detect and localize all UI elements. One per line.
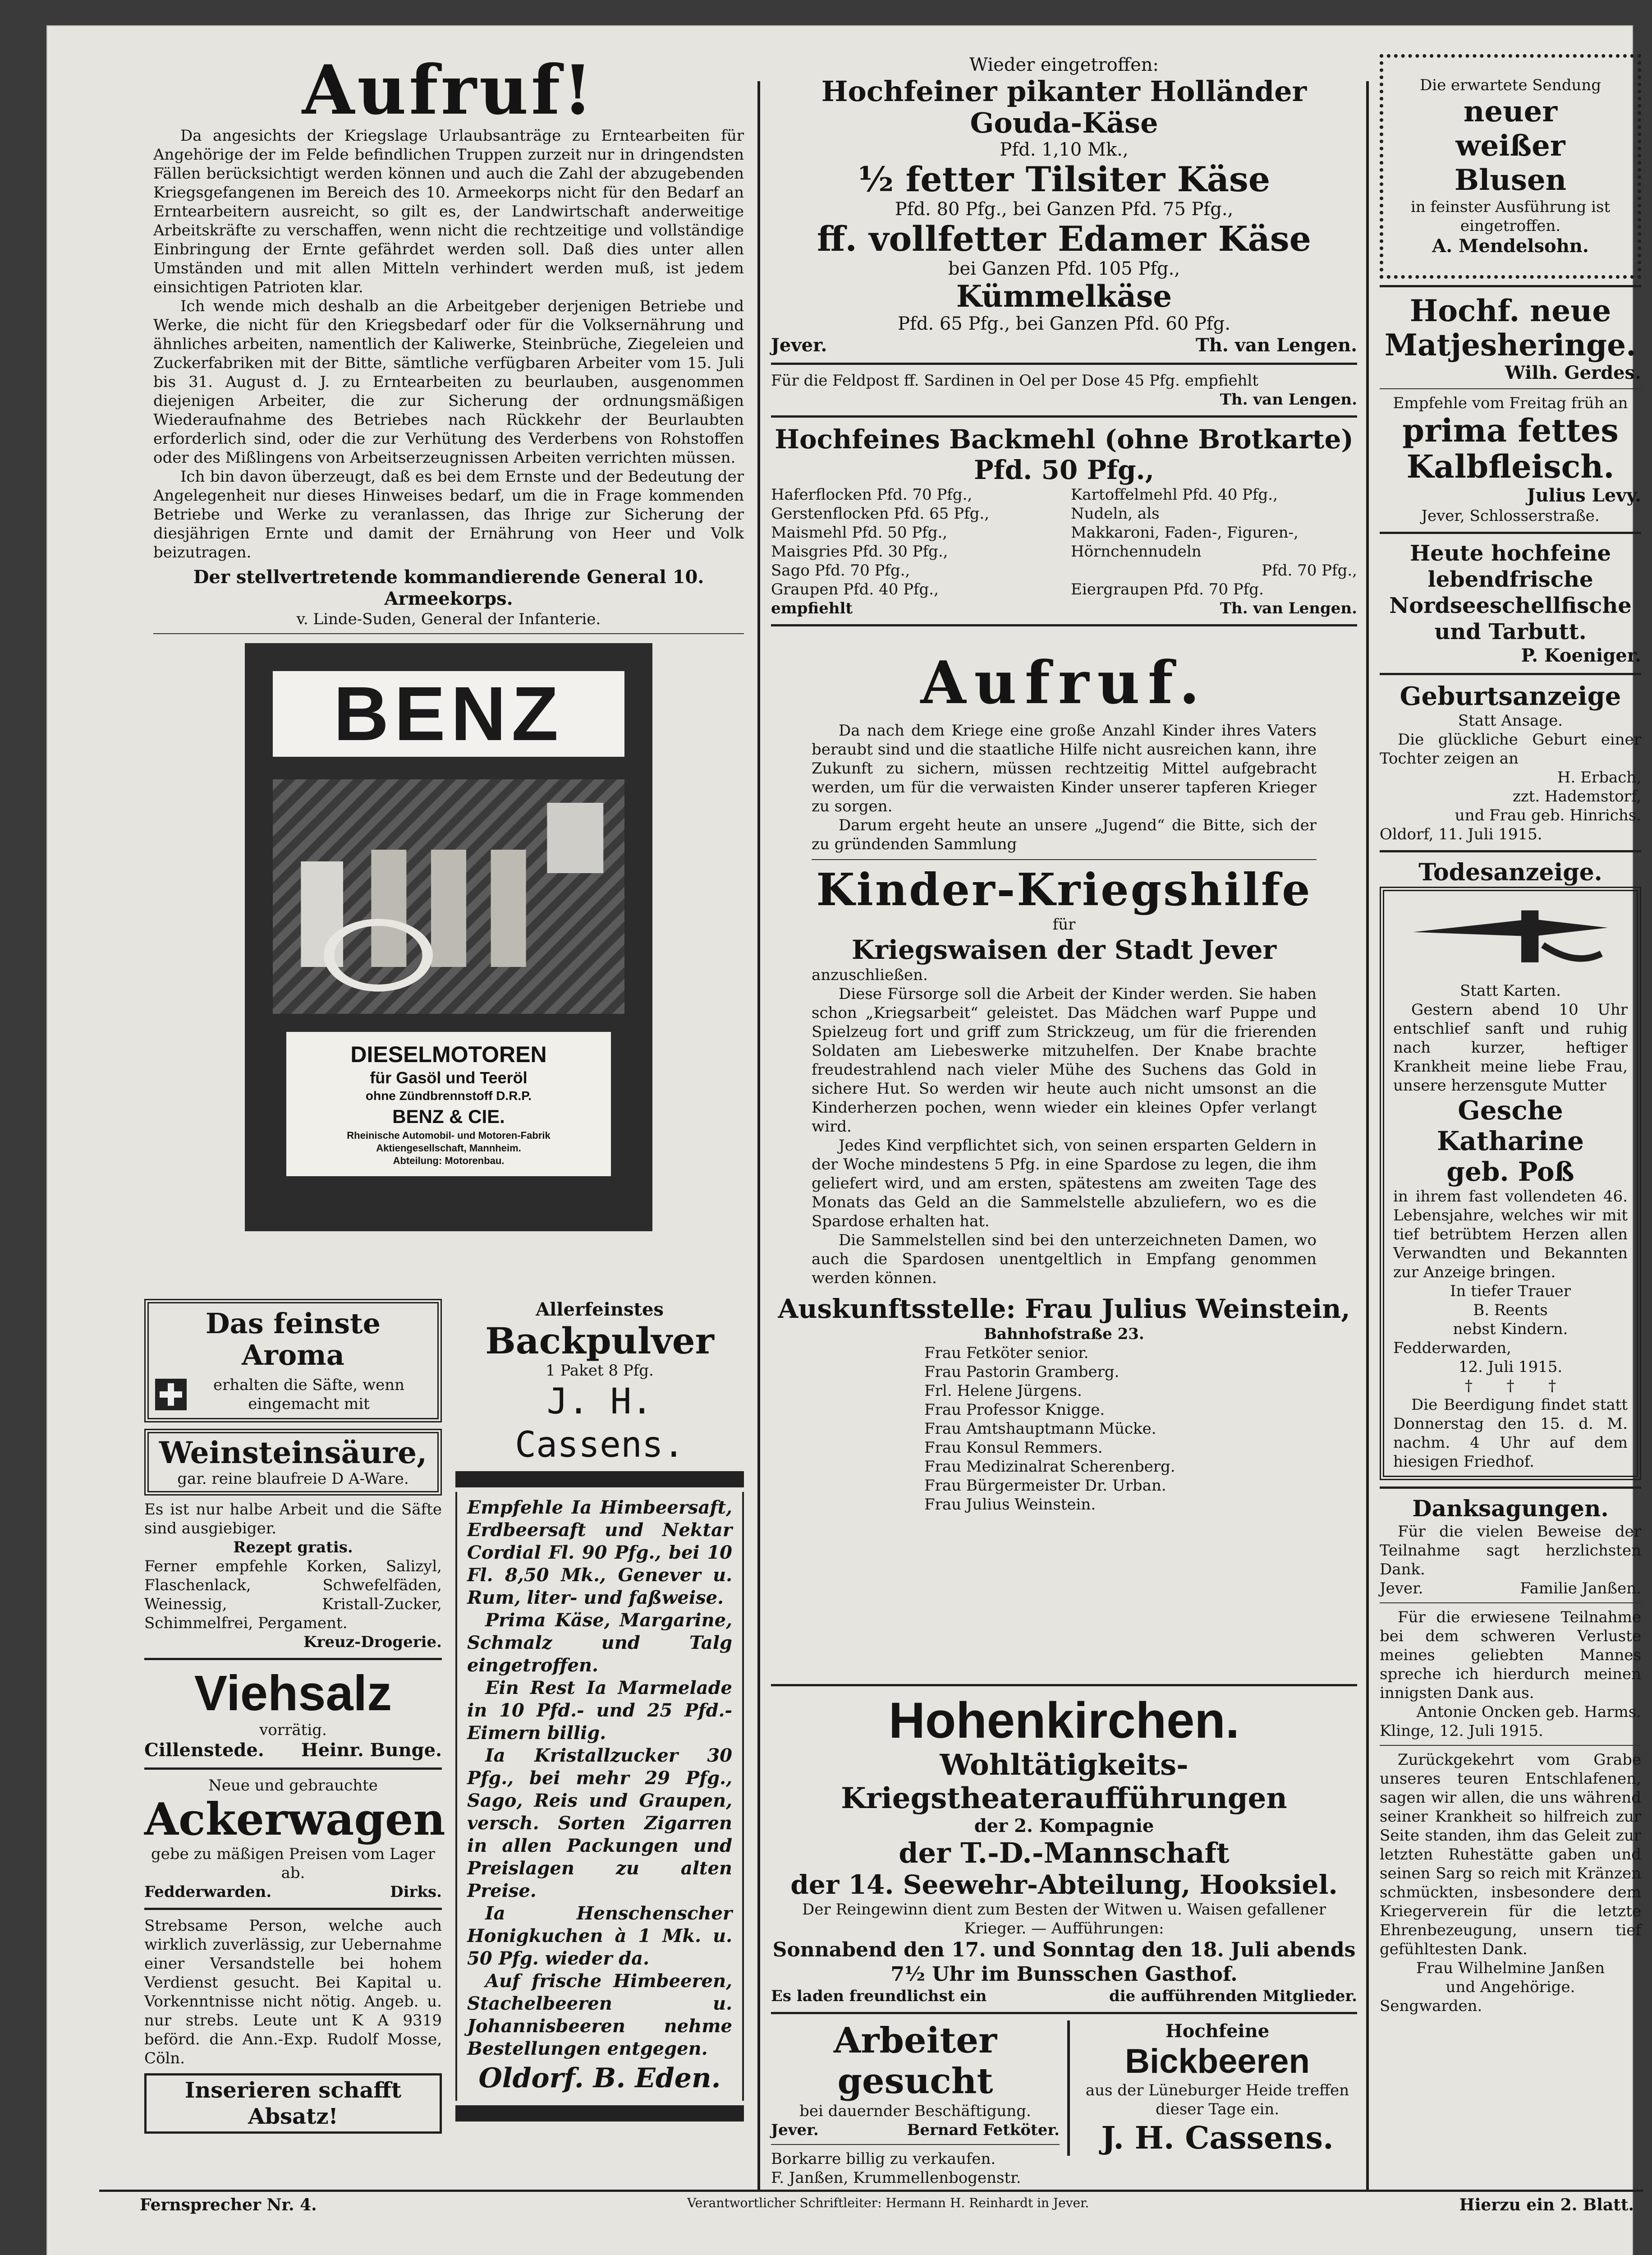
hohen-text: Der Reingewinn dient zum Besten der Witwen u. Waisen gefallener Krieger. — Aufführungen: bbox=[802, 1901, 1326, 1937]
benz-line: Abteilung: Motorenbau. bbox=[393, 1155, 505, 1166]
dame-item: Frau Julius Weinstein. bbox=[924, 1496, 1096, 1514]
tod-trauer: In tiefer Trauer bbox=[1450, 1282, 1571, 1300]
divider-bar bbox=[455, 2105, 744, 2122]
fernsprecher: Fernsprecher Nr. 4. bbox=[140, 2195, 317, 2214]
divider bbox=[812, 859, 1317, 860]
auskunft-address: Bahnhofstraße 23. bbox=[984, 1325, 1144, 1343]
viehsalz-title: Viehsalz bbox=[194, 1666, 392, 1721]
acker-signature: Dirks. bbox=[390, 1883, 442, 1901]
kinder-subtitle: Kriegswaisen der Stadt Jever bbox=[851, 934, 1277, 965]
person-ad-text: Strebsame Person, welche auch wirklich zuverlässig, zur Uebernahme einer Versandstelle bei hohem Verdienst gesucht. Bei Kapital u. Vorkenntnisse nicht nötig. Angeb. u. nur strebs. Leute unt K A 9319 beförd. die Ann.-Exp. Rudolf Mosse, Cöln. bbox=[144, 1917, 442, 2067]
left-bottom-column bbox=[144, 1299, 445, 2134]
divider bbox=[1380, 1602, 1641, 1603]
aufruf-paragraph: Ich wende mich deshalb an die Arbeitgeber derjenigen Betriebe und Werke, die nicht für den Kriegsbedarf oder für die Volksernährung und ähnliches arbeiten, namentlich der Kaliwerke, Steinbrüche, Ziegeleien und Zuckerfabriken mit der Bitte, sämtliche verfügbaren Arbeiter vom 15. Juli bis 31. August d. J. zu Erntearbeiten zu beurlauben, ausgenommen diejenigen Arbeiter, die zur Sicherung der ordnungsmäßigen Wiederaufnahme des Betriebes nach Rückkehr der Beurlaubten erforderlich sind, oder die zur Verhütung des Verderbens von Rohstoffen oder des Mißlingens von Arbeitserzeugnissen Arbeiten verrichten müssen. bbox=[153, 297, 744, 467]
backmehl-item: Eiergraupen Pfd. 70 Pfg. bbox=[1071, 580, 1264, 598]
edamer-title: ff. vollfetter Edamer Käse bbox=[817, 219, 1312, 259]
divider bbox=[1380, 850, 1641, 852]
auskunft-title: Auskunftsstelle: Frau Julius Weinstein, bbox=[778, 1293, 1350, 1324]
column-rule bbox=[1366, 81, 1369, 2192]
eden-signature: Oldorf. B. Eden. bbox=[478, 2062, 721, 2094]
tod-text: in ihrem fast vollendeten 46. Lebensjahre, welches wir mit tief betrübtem Herzen allen Verwandten und Bekannten zur Anzeige bringen. bbox=[1393, 1187, 1628, 1281]
cross-wreath-icon bbox=[1402, 905, 1619, 972]
divider-bar bbox=[455, 1471, 744, 1487]
geburt-text: Die glückliche Geburt einer Tochter zeigen an bbox=[1380, 731, 1641, 768]
kaese-price: Pfd. 1,10 Mk., bbox=[1000, 139, 1129, 160]
borkarre-text: Borkarre billig zu verkaufen. bbox=[771, 2150, 996, 2168]
todesanzeige bbox=[1380, 887, 1641, 1480]
divider bbox=[144, 1767, 442, 1770]
benz-line: DIESELMOTOREN bbox=[350, 1042, 547, 1067]
kinder-text: Die Sammelstellen sind bei den unterzeichneten Damen, wo auch die Spardosen unentgeltlich in Empfang genommen werden können. bbox=[812, 1231, 1317, 1287]
eden-text: Ein Rest Ia Marmelade in 10 Pfd.- und 25 Pfd.-Eimern billig. bbox=[467, 1677, 732, 1744]
hohen-date: Sonnabend den 17. und Sonntag den 18. Juli abends 7½ Uhr im Bunsschen Gasthof. bbox=[772, 1938, 1356, 1986]
dame-item: Frl. Helene Jürgens. bbox=[924, 1382, 1082, 1400]
geburt-name: und Frau geb. Hinrichs. bbox=[1455, 806, 1641, 824]
backmehl-item: Maisgries Pfd. 30 Pfg., bbox=[771, 543, 948, 561]
aroma-title: Das feinste Aroma bbox=[205, 1307, 381, 1371]
aufruf-title: Aufruf! bbox=[302, 51, 596, 130]
arbeiter-title: Arbeiter gesucht bbox=[833, 2020, 997, 2102]
backpulver-title: Backpulver bbox=[485, 1320, 714, 1362]
backmehl-signature: Th. van Lengen. bbox=[1220, 599, 1357, 617]
kuemmel-price: Pfd. 65 Pfg., bei Ganzen Pfd. 60 Pfg. bbox=[898, 313, 1230, 334]
viehsalz-subtitle: vorrätig. bbox=[259, 1721, 327, 1739]
backmehl-empfiehlt: empfiehlt bbox=[771, 599, 853, 617]
divider bbox=[153, 633, 744, 634]
blusen-text: Die erwartete Sendung bbox=[1419, 76, 1602, 94]
kinder-text: anzuschließen. bbox=[812, 966, 928, 984]
arbeiter-ad bbox=[771, 2020, 1060, 2187]
hohen-line: der 14. Seewehr-Abteilung, Hooksiel. bbox=[790, 1869, 1338, 1900]
dame-item: Frau Fetköter senior. bbox=[924, 1344, 1089, 1362]
divider bbox=[1380, 285, 1641, 287]
backmehl-item: Nudeln, als bbox=[1071, 505, 1160, 523]
backpulver-signature: J. H. Cassens. bbox=[515, 1381, 684, 1465]
kaese-signature: Th. van Lengen. bbox=[1196, 335, 1357, 356]
eden-text: Ia Kristallzucker 30 Pfg., bei mehr 29 Pfg., Sago, Reis und Graupen, versch. Sorten Zigarren in allen Packungen und Preislagen zu alten Preise. bbox=[467, 1745, 732, 1901]
divider bbox=[144, 1658, 442, 1660]
bick-signature: J. H. Cassens. bbox=[1101, 2120, 1334, 2156]
kaese-pre: Wieder eingetroffen: bbox=[969, 55, 1159, 75]
dank-signature: und Angehörige. bbox=[1446, 1978, 1575, 1996]
right-column bbox=[1380, 54, 1641, 2016]
matjes-signature: Wilh. Gerdes. bbox=[1505, 362, 1641, 383]
hohen-subtitle: Wohltätigkeits-Kriegstheateraufführungen bbox=[841, 1748, 1287, 1815]
backpulver-column bbox=[455, 1299, 744, 2126]
geburt-text: Statt Ansage. bbox=[1458, 712, 1563, 730]
acker-pre: Neue und gebrauchte bbox=[208, 1776, 378, 1795]
benz-line: Aktiengesellschaft, Mannheim. bbox=[376, 1142, 521, 1154]
column-rule bbox=[1067, 2020, 1070, 2156]
dank-date: Klinge, 12. Juli 1915. bbox=[1380, 1722, 1543, 1740]
tilsiter-title: ½ fetter Tilsiter Käse bbox=[858, 159, 1271, 199]
benz-logo: BENZ bbox=[273, 671, 624, 757]
aufruf2-text: Darum ergeht heute an unsere „Jugend“ die Bitte, sich der zu gründenden Sammlung bbox=[812, 816, 1317, 853]
backpulver-price: 1 Paket 8 Pfg. bbox=[546, 1362, 654, 1380]
tod-text: Gestern abend 10 Uhr entschlief sanft und ruhig nach kurzer, heftiger Krankheit meine liebe Frau, unsere herzensgute Mutter bbox=[1393, 1001, 1628, 1095]
viehsalz-signature: Heinr. Bunge. bbox=[301, 1740, 442, 1761]
kaese-title: Hochfeiner pikanter Holländer Gouda-Käse bbox=[821, 75, 1307, 139]
divider bbox=[771, 1684, 1357, 1686]
divider bbox=[771, 2144, 1060, 2145]
bick-pre: Hochfeine bbox=[1165, 2020, 1270, 2042]
tilsiter-price: Pfd. 80 Pfg., bei Ganzen Pfd. 75 Pfg., bbox=[895, 199, 1234, 220]
weinstein-subtitle: gar. reine blaufreie D A-Ware. bbox=[177, 1470, 409, 1488]
eden-text: Prima Käse, Margarine, Schmalz und Talg eingetroffen. bbox=[467, 1610, 732, 1676]
geburt-name: zzt. Hademstorf, bbox=[1512, 787, 1641, 805]
weinstein-rezept: Rezept gratis. bbox=[233, 1538, 353, 1556]
dank-place: Sengwarden. bbox=[1380, 1997, 1482, 2015]
dank-text: Für die vielen Beweise der Teilnahme sagt herzlichsten Dank. bbox=[1380, 1523, 1641, 1578]
benz-advertisement bbox=[245, 643, 652, 1231]
page-footer bbox=[99, 2190, 1643, 2219]
hohenkirchen-ad bbox=[771, 1678, 1357, 2187]
acker-place: Fedderwarden. bbox=[144, 1883, 272, 1901]
benz-line: für Gasöl und Teeröl bbox=[370, 1068, 528, 1087]
weinstein-signature: Kreuz-Drogerie. bbox=[303, 1633, 442, 1651]
bickbeeren-ad bbox=[1078, 2020, 1357, 2158]
sardinen-signature: Th. van Lengen. bbox=[1220, 391, 1357, 409]
hohen-line: der T.-D.-Mannschaft bbox=[899, 1836, 1230, 1869]
dame-item: Frau Amtshauptmann Mücke. bbox=[924, 1420, 1156, 1438]
kalb-title: prima fettes Kalbfleisch. bbox=[1402, 412, 1619, 485]
eden-text: Ia Henschenscher Honigkuchen à 1 Mk. u. 50 Pfg. wieder da. bbox=[467, 1903, 732, 1969]
page-content bbox=[99, 51, 1643, 2219]
dame-item: Frau Bürgermeister Dr. Urban. bbox=[924, 1477, 1166, 1495]
weinstein-text: Ferner empfehle Korken, Salizyl, Flaschenlack, Schwefelfäden, Weinessig, Kristall-Zucker, Schimmelfrei, Pergament. bbox=[144, 1557, 442, 1632]
dame-item: Frau Professor Knigge. bbox=[924, 1401, 1105, 1419]
aufruf-signature: Der stellvertretende kommandierende General 10. Armeekorps. bbox=[193, 566, 704, 609]
blusen-title: weißer Blusen bbox=[1454, 129, 1567, 197]
backmehl-item: Pfd. 70 Pfg., bbox=[1262, 561, 1357, 580]
eden-text: Empfehle Ia Himbeersaft, Erdbeersaft und Nektar Cordial Fl. 90 Pfg., bei 10 Fl. 8,50 Mk., Genever u. Rum, liter- und faßweise. bbox=[467, 1497, 732, 1608]
divider bbox=[1380, 388, 1641, 389]
kalb-signature: Julius Levy. bbox=[1527, 485, 1641, 506]
blusen-ad bbox=[1380, 54, 1641, 279]
viehsalz-place: Cillenstede. bbox=[144, 1740, 264, 1761]
backmehl-item: Haferflocken Pfd. 70 Pfg., bbox=[771, 486, 973, 504]
dank-signature: Familie Janßen. bbox=[1520, 1579, 1641, 1597]
backmehl-list-right bbox=[1071, 485, 1357, 599]
tod-signature: nebst Kindern. bbox=[1453, 1320, 1568, 1338]
backmehl-item: Kartoffelmehl Pfd. 40 Pfg., bbox=[1071, 486, 1278, 504]
tod-signature: B. Reents bbox=[1473, 1301, 1548, 1319]
tod-title: Todesanzeige. bbox=[1418, 859, 1602, 886]
hohen-line: der 2. Kompagnie bbox=[974, 1815, 1154, 1836]
dank-text: Für die erwiesene Teilnahme bei dem schweren Verluste meines geliebten Mannes spreche ich hierdurch meinen innigsten Dank aus. bbox=[1380, 1608, 1641, 1702]
divider bbox=[771, 363, 1357, 365]
geburt-title: Geburtsanzeige bbox=[1400, 681, 1621, 711]
hohen-signature: die aufführenden Mitglieder. bbox=[1109, 1987, 1357, 2005]
kinder-text: Jedes Kind verpflichtet sich, von seinen ersparten Geldern in der Woche mindestens 5 Pfg. in eine Spardose zu legen, die ihm geliefert wird, und am ersten, spätestens am zweiten Tage des Monats das Geld an die Sammelstelle abzuliefern, wo es die Spardose erhalten hat. bbox=[812, 1137, 1317, 1230]
aroma-text: erhalten die Säfte, wenn eingemacht mit bbox=[213, 1376, 405, 1413]
backmehl-title: Hochfeines Backmehl (ohne Brotkarte) Pfd. 50 Pfg., bbox=[775, 424, 1354, 485]
divider bbox=[771, 624, 1357, 626]
weinstein-title: Weinsteinsäure, bbox=[159, 1435, 427, 1470]
kinder-text: Diese Fürsorge soll die Arbeit der Kinder werden. Sie haben schon „Kriegsarbeit“ geleistet. Das Mädchen warf Puppe und Spielzeug fort und griff zum Strickzeug, um für die frierenden Soldaten am Liebeswerke mitzuhelfen. Der Knabe brachte freudestrahlend nach vieler Mühe des Suchens das Gold in sichere Hut. So werden wir heute auch nicht umsonst an die Kinderherzen pochen, wenn wieder ein kleines Opfer verlangt wird. bbox=[812, 985, 1317, 1136]
inserieren-box bbox=[144, 2073, 442, 2134]
aufruf-paragraph: Da angesichts der Kriegslage Urlaubsanträge zu Erntearbeiten für Angehörige der im Felde befindlichen Truppen zurzeit nur in dringendsten Fällen berücksichtigt werden können und auch die Zahl der abzugebenden Kriegsgefangenen im Bereich des 10. Armeekorps nicht für den Bedarf an Erntearbeitern ausreicht, so gilt es, der Landwirtschaft anderweitige Arbeitskräfte zu verschaffen, wenn nicht die rechtzeitige und vollständige Einbringung der Ernte gefährdet werden soll. Daß dies unter allen Umständen und mit allen Mitteln verhindert werden muß, ist jedem einsichtigen Patrioten klar. bbox=[153, 127, 744, 296]
middle-column bbox=[771, 54, 1357, 1514]
tod-name: geb. Poß bbox=[1446, 1156, 1574, 1187]
benz-line: Rheinische Automobil- und Motoren-Fabrik bbox=[347, 1130, 551, 1141]
verantwortlich: Verantwortlicher Schriftleiter: Hermann H. Reinhardt in Jever. bbox=[687, 2195, 1089, 2210]
geburt-date: Oldorf, 11. Juli 1915. bbox=[1380, 825, 1542, 843]
fisch-title: Heute hochfeine lebendfrische Nordseeschellfische und Tarbutt. bbox=[1389, 541, 1632, 644]
tod-text: Statt Karten. bbox=[1460, 982, 1561, 1000]
divider bbox=[771, 415, 1357, 418]
backmehl-item: Graupen Pfd. 40 Pfg., bbox=[771, 580, 939, 598]
dame-item: Frau Pastorin Gramberg. bbox=[924, 1363, 1120, 1381]
red-cross-icon bbox=[155, 1379, 187, 1410]
backmehl-item: Sago Pfd. 70 Pfg., bbox=[771, 561, 910, 580]
bick-text: aus der Lüneburger Heide treffen dieser Tage ein. bbox=[1085, 2081, 1349, 2118]
blusen-text: in feinster Ausführung ist eingetroffen. bbox=[1410, 198, 1611, 235]
backmehl-item: Gerstenflocken Pfd. 65 Pfg., bbox=[771, 505, 990, 523]
dame-item: Frau Medizinalrat Scherenberg. bbox=[924, 1458, 1175, 1476]
dank-signature: Antonie Oncken geb. Harms. bbox=[1416, 1703, 1641, 1721]
tod-name: Gesche Katharine bbox=[1436, 1095, 1584, 1156]
fisch-signature: P. Koeniger. bbox=[1521, 645, 1641, 666]
eden-ad bbox=[455, 1492, 744, 2101]
tod-date: 12. Juli 1915. bbox=[1458, 1358, 1563, 1376]
kuemmel-title: Kümmelkäse bbox=[956, 279, 1172, 314]
engine-icon bbox=[273, 779, 624, 1014]
divider bbox=[144, 1908, 442, 1910]
tod-text: Die Beerdigung findet statt Donnerstag den 15. d. M. nachm. 4 Uhr auf dem hiesigen Friedhof. bbox=[1393, 1396, 1628, 1471]
dank-place: Jever. bbox=[1380, 1579, 1423, 1597]
dank-title: Danksagungen. bbox=[1412, 1495, 1609, 1522]
benz-line: BENZ & CIE. bbox=[392, 1106, 505, 1127]
backpulver-pre: Allerfeinstes bbox=[536, 1299, 664, 1320]
hohen-title: Hohenkirchen. bbox=[889, 1692, 1239, 1749]
acker-text: gebe zu mäßigen Preisen vom Lager ab. bbox=[151, 1845, 435, 1882]
column-rule bbox=[757, 81, 760, 2192]
left-column bbox=[153, 51, 744, 1240]
kinder-title: Kinder-Kriegshilfe bbox=[816, 864, 1312, 916]
weinstein-text: Es ist nur halbe Arbeit und die Säfte sind ausgiebiger. bbox=[144, 1500, 442, 1537]
sardinen-text: Für die Feldpost ff. Sardinen in Oel per Dose 45 Pfg. empfiehlt bbox=[771, 372, 1259, 390]
borkarre-signature: F. Janßen, Krummellenbogenstr. bbox=[771, 2169, 1021, 2187]
engine-illustration bbox=[273, 779, 624, 1014]
arbeiter-signature: Bernard Fetköter. bbox=[907, 2121, 1060, 2139]
aufruf2-text: Da nach dem Kriege eine große Anzahl Kinder ihres Vaters beraubt sind und die staatliche Hilfe nicht ausreichen kann, ihre Zukunft zu sichern, müssen rechtzeitig Mittel aufgebracht werden, um für die verwaisten Kinder unserer tapferen Krieger zu sorgen. bbox=[812, 722, 1317, 815]
crosses: † † † bbox=[1464, 1377, 1556, 1395]
weinstein-ad bbox=[144, 1429, 442, 1496]
divider bbox=[1380, 673, 1641, 675]
arbeiter-place: Jever. bbox=[771, 2121, 819, 2139]
blusen-title: neuer bbox=[1463, 95, 1558, 129]
divider bbox=[771, 2012, 1357, 2014]
backmehl-item: Makkaroni, Faden-, Figuren-, Hörnchennudeln bbox=[1071, 524, 1299, 561]
aroma-ad bbox=[144, 1299, 442, 1422]
dank-text: Zurückgekehrt vom Grabe unseres teuren Entschlafenen, sagen wir allen, die uns während seiner Krankheit so hilfreich zur Seite standen, ihm das Geleit zur letzten Ruhestätte gaben und seinen Sarg so reich mit Kränzen schmückten, insbesondere dem Kriegerverein für die letzte Ehrenbezeugung, unsern tief gefühltesten Dank. bbox=[1380, 1751, 1641, 1958]
tod-place: Fedderwarden, bbox=[1393, 1339, 1511, 1357]
bick-title: Bickbeeren bbox=[1125, 2042, 1310, 2080]
matjes-title: Hochf. neue Matjesheringe. bbox=[1384, 293, 1637, 363]
benz-line: ohne Zündbrennstoff D.R.P. bbox=[365, 1089, 532, 1103]
divider bbox=[1380, 1745, 1641, 1746]
kaese-place: Jever. bbox=[771, 335, 827, 356]
kalb-address: Jever, Schlosserstraße. bbox=[1421, 507, 1600, 525]
dank-signature: Frau Wilhelmine Janßen bbox=[1416, 1959, 1605, 1977]
divider bbox=[1380, 1486, 1641, 1489]
aufruf-signature-name: v. Linde-Suden, General der Infanterie. bbox=[296, 610, 601, 628]
funeral-icon bbox=[1402, 905, 1619, 972]
damen-list bbox=[771, 1344, 1357, 1514]
benz-card bbox=[286, 1032, 611, 1176]
backmehl-list-left bbox=[771, 485, 1057, 599]
backmehl-item: Maismehl Pfd. 50 Pfg., bbox=[771, 524, 948, 542]
hohen-invite: Es laden freundlichst ein bbox=[771, 1987, 987, 2005]
edamer-price: bei Ganzen Pfd. 105 Pfg., bbox=[948, 258, 1180, 279]
geburt-name: H. Erbach, bbox=[1557, 769, 1641, 787]
eden-text: Auf frische Himbeeren, Stachelbeeren u. Johannisbeeren nehme Bestellungen entgegen. bbox=[467, 1970, 732, 2059]
aufruf-paragraph: Ich bin davon überzeugt, daß es bei dem Ernste und der Bedeutung der Angelegenheit nur dieses Hinweises bedarf, um die in Frage kommenden Betriebe und Werke zu veranlassen, das Ihrige zur Sicherung der diesjährigen Ernte und damit der Ernährung von Heer und Volk beizutragen. bbox=[153, 468, 744, 561]
kalb-pre: Empfehle vom Freitag früh an bbox=[1393, 394, 1628, 412]
inserieren-text: Inserieren schafft Absatz! bbox=[184, 2078, 402, 2129]
dame-item: Frau Konsul Remmers. bbox=[924, 1439, 1103, 1457]
blusen-signature: A. Mendelsohn. bbox=[1432, 235, 1589, 257]
kinder-fuer: für bbox=[1052, 916, 1076, 934]
hierzu-blatt: Hierzu ein 2. Blatt. bbox=[1459, 2195, 1634, 2214]
acker-title: Ackerwagen bbox=[144, 1794, 445, 1845]
divider bbox=[1380, 532, 1641, 534]
arbeiter-text: bei dauernder Beschäftigung. bbox=[799, 2102, 1031, 2120]
aufruf2-title: Aufruf. bbox=[920, 648, 1208, 717]
